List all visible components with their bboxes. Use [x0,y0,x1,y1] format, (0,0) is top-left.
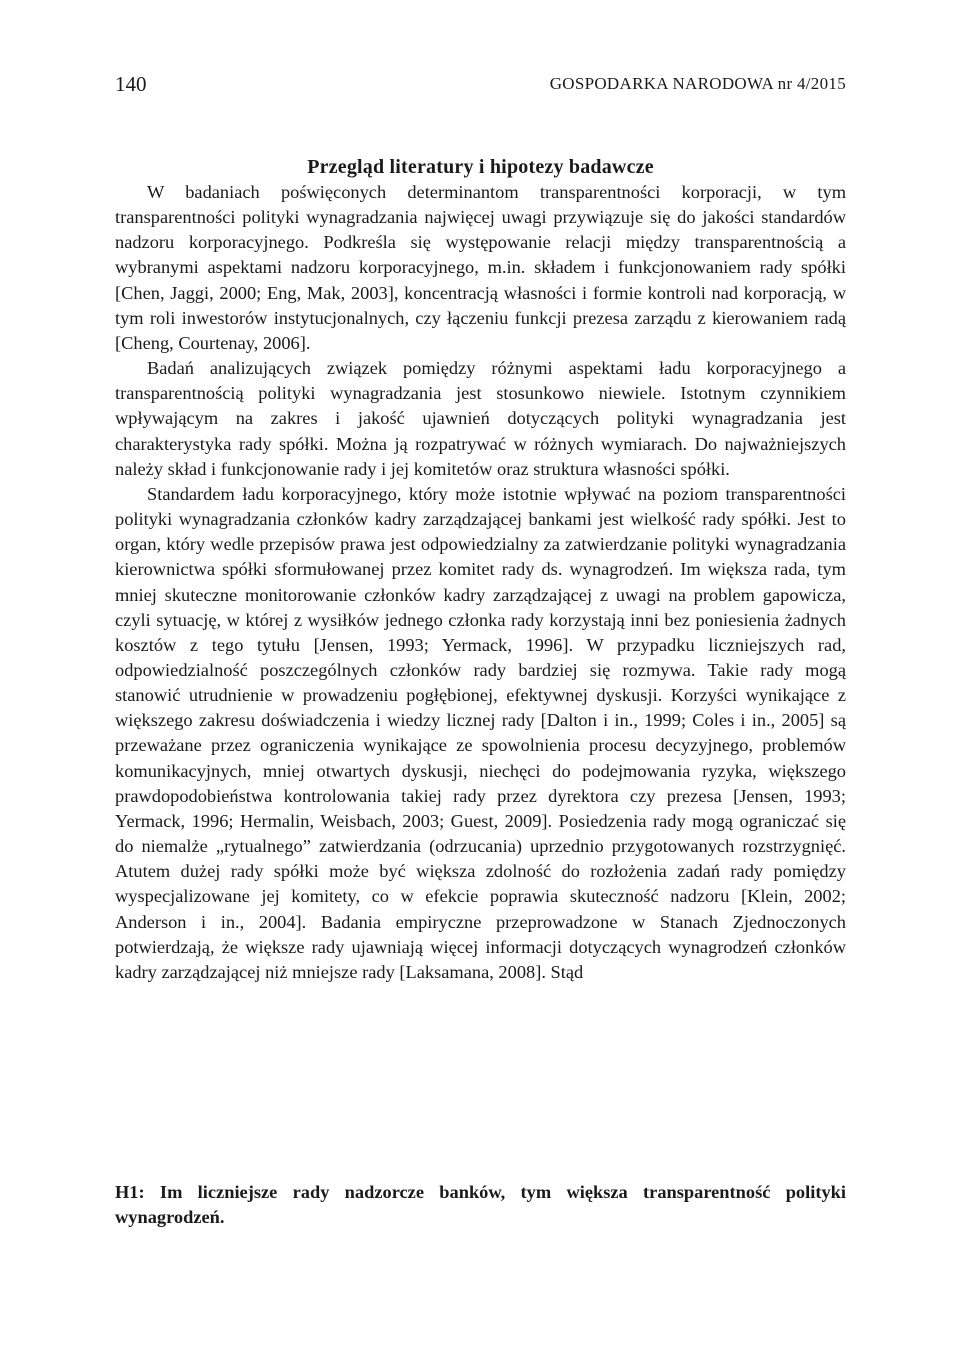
paragraph: Standardem ładu korporacyjnego, który może istotnie wpływać na poziom transparentności polityki wynagradzania członków kadry zarządzającej bankami jest wielkość rady spółki. Jest to organ, który wedle przepisów prawa jest odpowiedzialny za zatwierdzanie polityki wynagradzania kierownictwa spółki sformułowanej przez komitet rady ds. wynagrodzeń. Im większa rada, tym mniej skuteczne monitorowanie członków kadry zarządzającej z uwagi na problem gapowicza, czyli sytuację, w której z wysiłków jednego członka rady korzystają inni bez poniesienia żadnych kosztów z tego tytułu [Jensen, 1993; Yermack, 1996]. W przypadku liczniejszych rad, odpowiedzialność poszczególnych członków rady bardziej się rozmywa. Takie rady mogą stanowić utrudnienie w prowadzeniu pogłębionej, efektywnej dyskusji. Korzyści wynikające z większego zakresu doświadczenia i wiedzy licznej rady [Dalton i in., 1999; Coles i in., 2005] są przeważane przez ograniczenia wynikające ze spowolnienia procesu decyzyjnego, problemów komunikacyjnych, mniej otwartych dyskusji, niechęci do podejmowania ryzyka, większego prawdopodobieństwa kontrolowania takiej rady przez dyrektora czy prezesa [Jensen, 1993; Yermack, 1996; Hermalin, Weisbach, 2003; Guest, 2009]. Posiedzenia rady mogą ograniczać się do niemalże „rytualnego” zatwierdzania (odrzucania) uprzednio przygotowanych rozstrzygnięć. Atutem dużej rady spółki może być większa zdolność do rozłożenia zadań rady pomiędzy wyspecjalizowane jej komitety, co w efekcie poprawia skuteczność nadzoru [Klein, 2002; Anderson i in., 2004]. Badania empiryczne przeprowadzone w Stanach Zjednoczonych potwierdzają, że większe rady ujawniają więcej informacji dotyczących wynagrodzeń członków kadry zarządzającej niż mniejsze rady [Laksamana, 2008]. Stąd [115,483,846,982]
running-header [115,72,846,100]
paragraph: W badaniach poświęconych determinantom transparentności korporacji, w tym transparentności polityki wynagradzania najwięcej uwagi przywiązuje się do jakości standardów nadzoru korporacyjnego. Podkreśla się występowanie relacji między transparentnością a wybranymi aspektami nadzoru korporacyjnego, m.in. składem i funkcjonowaniem rady spółki [Chen, Jaggi, 2000; Eng, Mak, 2003], koncentracją własności i formie kontroli nad korporacją, w tym roli inwestorów instytucjonalnych, czy łączeniu funkcji prezesa zarządu z kierowaniem radą [Cheng, Courtenay, 2006]. [115,182,846,353]
section-heading: Przegląd literatury i hipotezy badawcze [307,155,654,178]
hypothesis-h1: H1: Im liczniejsze rady nadzorcze banków, tym większa transparentność polityki wynagrodzeń. [115,1182,846,1228]
paragraph: Badań analizujących związek pomiędzy różnymi aspektami ładu korporacyjnego a transparentnością polityki wynagradzania jest stosunkowo niewiele. Istotnym czynnikiem wpływającym na zakres i jakość ujawnień dotyczących polityki wynagradzania jest charakterystyka rady spółki. Można ją rozpatrywać w różnych wymiarach. Do najważniejszych należy skład i funkcjonowanie rady i jej komitetów oraz struktura własności spółki. [115,358,846,479]
page-number: 140 [115,72,147,96]
journal-name: GOSPODARKA NARODOWA nr 4/2015 [549,74,846,93]
body-text [115,180,846,985]
